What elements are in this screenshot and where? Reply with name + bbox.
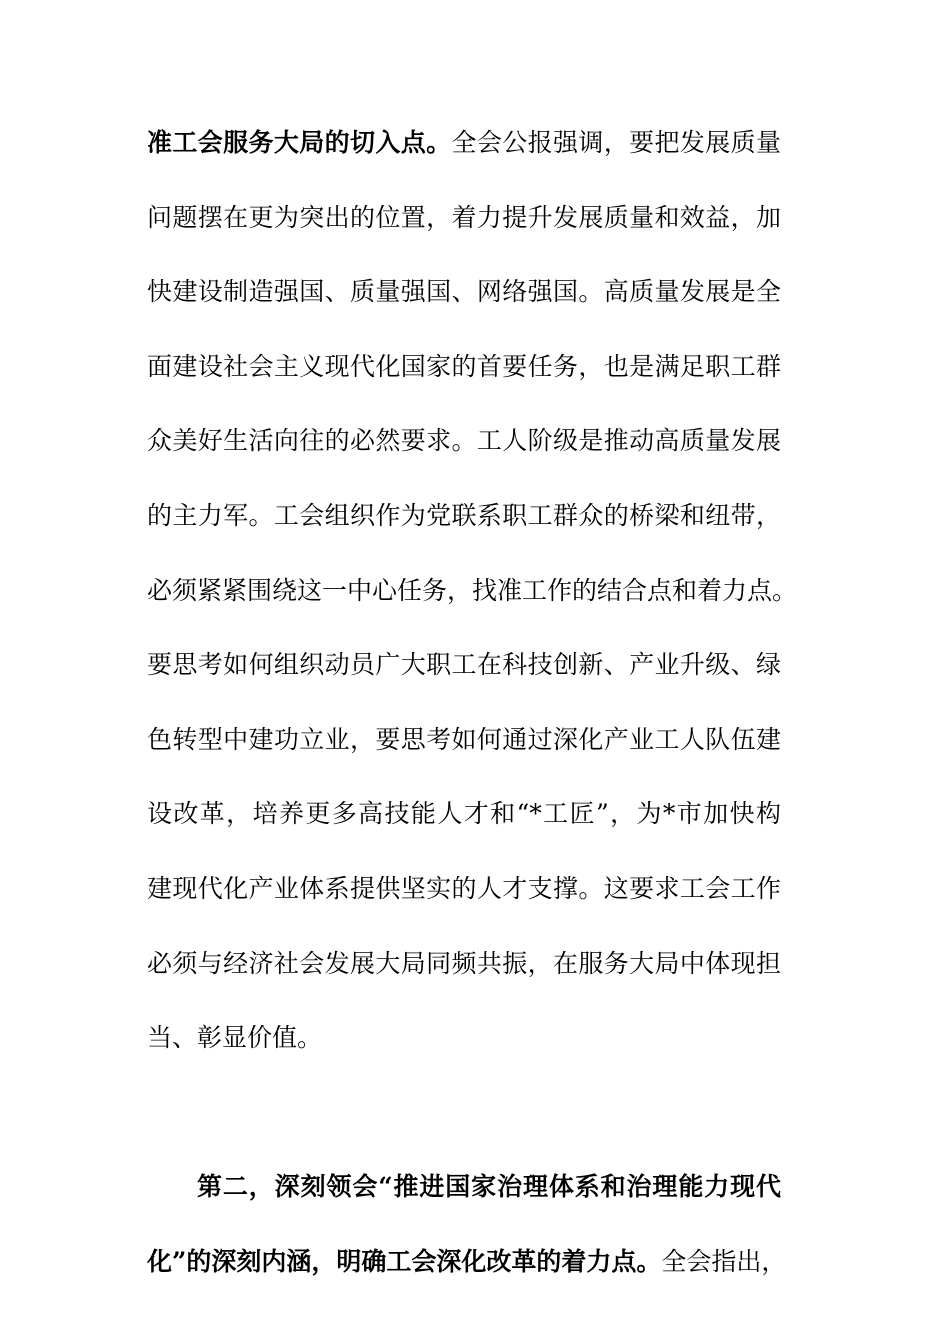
bold-heading-text: 准工会服务大局的切入点。: [147, 128, 452, 157]
text-line: 必须紧紧围绕这一中心任务，找准工作的结合点和着力点。: [147, 575, 798, 605]
document-page: [147, 106, 798, 1300]
text-line: 面建设社会主义现代化国家的首要任务，也是满足职工群: [147, 351, 781, 381]
text-line: 必须与经济社会发展大局同频共振，在服务大局中体现担: [147, 948, 781, 978]
blank-line: [147, 1076, 781, 1151]
body-text: 全会指出，: [661, 1246, 787, 1276]
text-line: 快建设制造强国、质量强国、网络强国。高质量发展是全: [147, 277, 781, 307]
body-text: 全会公报强调，要把发展质量: [451, 128, 781, 157]
text-line: 建现代化产业体系提供坚实的人才支撑。这要求工会工作: [147, 873, 781, 903]
text-line: 要思考如何组织动员广大职工在科技创新、产业升级、绿: [147, 650, 781, 680]
section-heading-line: [147, 1225, 787, 1300]
text-line: 色转型中建功立业，要思考如何通过深化产业工人队伍建: [147, 724, 781, 754]
text-line: 众美好生活向往的必然要求。工人阶级是推动高质量发展: [147, 426, 781, 456]
text-line: 的主力军。工会组织作为党联系职工群众的桥梁和纽带，: [147, 500, 781, 530]
bold-heading-text: 第二，深刻领会“推进国家治理体系和治理能力现代: [197, 1172, 781, 1202]
text-line: 问题摆在更为突出的位置，着力提升发展质量和效益，加: [147, 202, 781, 232]
section-heading-line: [147, 1150, 781, 1225]
text-line: [147, 106, 781, 181]
text-line: 设改革，培养更多高技能人才和“*工匠”，为*市加快构: [147, 799, 781, 829]
text-line: 当、彰显价值。: [147, 1023, 323, 1053]
bold-heading-text: 化”的深刻内涵，明确工会深化改革的着力点。: [147, 1246, 662, 1276]
